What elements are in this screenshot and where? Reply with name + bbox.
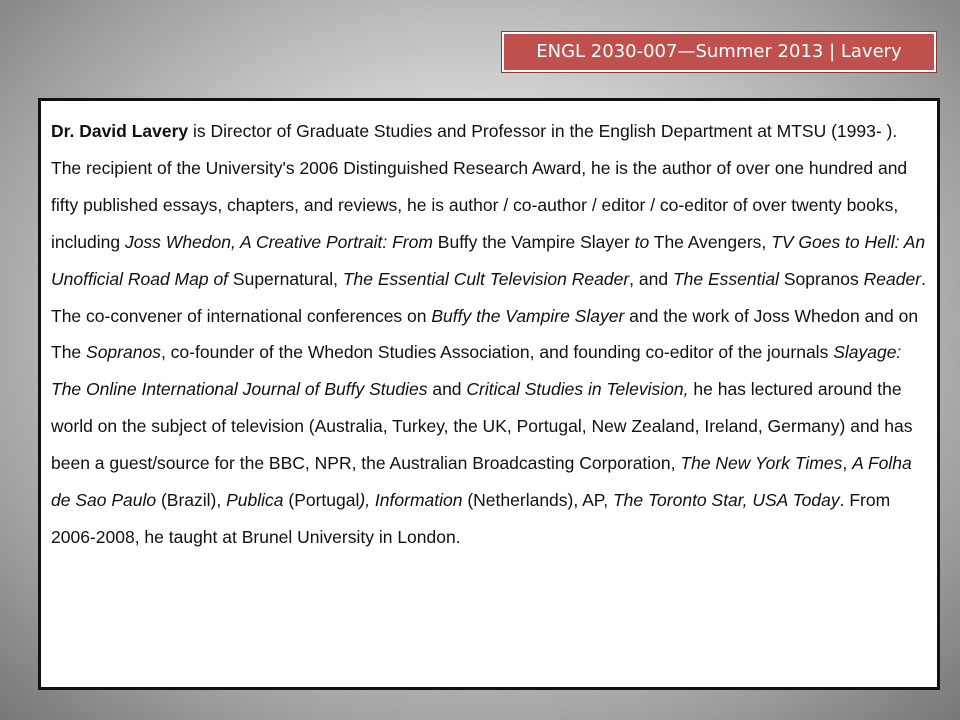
book-title: Reader [863, 268, 922, 289]
author-name: Dr. David Lavery [51, 121, 189, 141]
publication-title: The New York Times [680, 453, 843, 474]
bio-segment: and the work of Joss Whedon and on The [51, 305, 919, 363]
publication-title: The Toronto Star, USA Today [612, 490, 840, 511]
bio-segment: he has lectured around the world on the subject of television (Australia, Turkey, the UK, Portugal, New Zealand, Ireland, Germany) and has been a guest/source for the BBC, NPR, the Australian Broadcasting Corporation, [51, 379, 913, 474]
bio-segment: , co-founder of the Whedon Studies Association, and founding co-editor of the journals [160, 342, 834, 363]
bio-segment: . The co-convener of international conferences on [51, 268, 926, 326]
publication-title: Publica [226, 490, 284, 511]
bio-segment: Supernatural, [228, 268, 343, 289]
course-title-text: ENGL 2030-007—Summer 2013 | Lavery [536, 41, 902, 62]
bio-paragraph [51, 113, 927, 556]
book-title: Joss Whedon, A Creative Portrait: From [124, 231, 433, 252]
show-title: Sopranos [86, 342, 161, 363]
publication-title: A Folha de Sao Paulo [51, 453, 912, 511]
bio-text-box [38, 98, 940, 690]
book-title: The Essential [672, 268, 779, 289]
bio-segment: Sopranos [778, 268, 864, 289]
book-title: The Essential Cult Television Reader [342, 268, 630, 289]
bio-segment: Buffy the Vampire Slayer [432, 231, 635, 252]
course-title-badge [502, 32, 936, 72]
journal-title: Critical Studies in Television, [466, 379, 689, 400]
bio-segment: (Netherlands), AP, [462, 490, 613, 511]
bio-segment: (Portugal [283, 490, 360, 511]
bio-segment: and [427, 379, 467, 400]
bio-segment: (Brazil), [156, 490, 227, 511]
bio-segment: , [842, 453, 853, 474]
book-title: TV Goes to Hell: An Unofficial Road Map of [51, 231, 926, 289]
journal-title: Slayage: The Online International Journal of Buffy Studies [51, 342, 902, 400]
bio-segment-italic: to [634, 231, 650, 252]
bio-segment: The Avengers, [649, 231, 772, 252]
show-title: Buffy the Vampire Slayer [431, 305, 625, 326]
bio-segment: is Director of Graduate Studies and Professor in the English Department at MTSU (1993- ). The recipient of the University's 2006 Distinguished Research Award, he is the author of over one hundred and fifty published essays, chapters, and reviews, he is author / co-author / editor / co-editor of over twenty books, including [51, 121, 908, 252]
bio-segment: , and [629, 268, 673, 289]
bio-segment: . From 2006-2008, he taught at Brunel University in London. [51, 490, 891, 547]
publication-title: ), Information [359, 490, 463, 511]
